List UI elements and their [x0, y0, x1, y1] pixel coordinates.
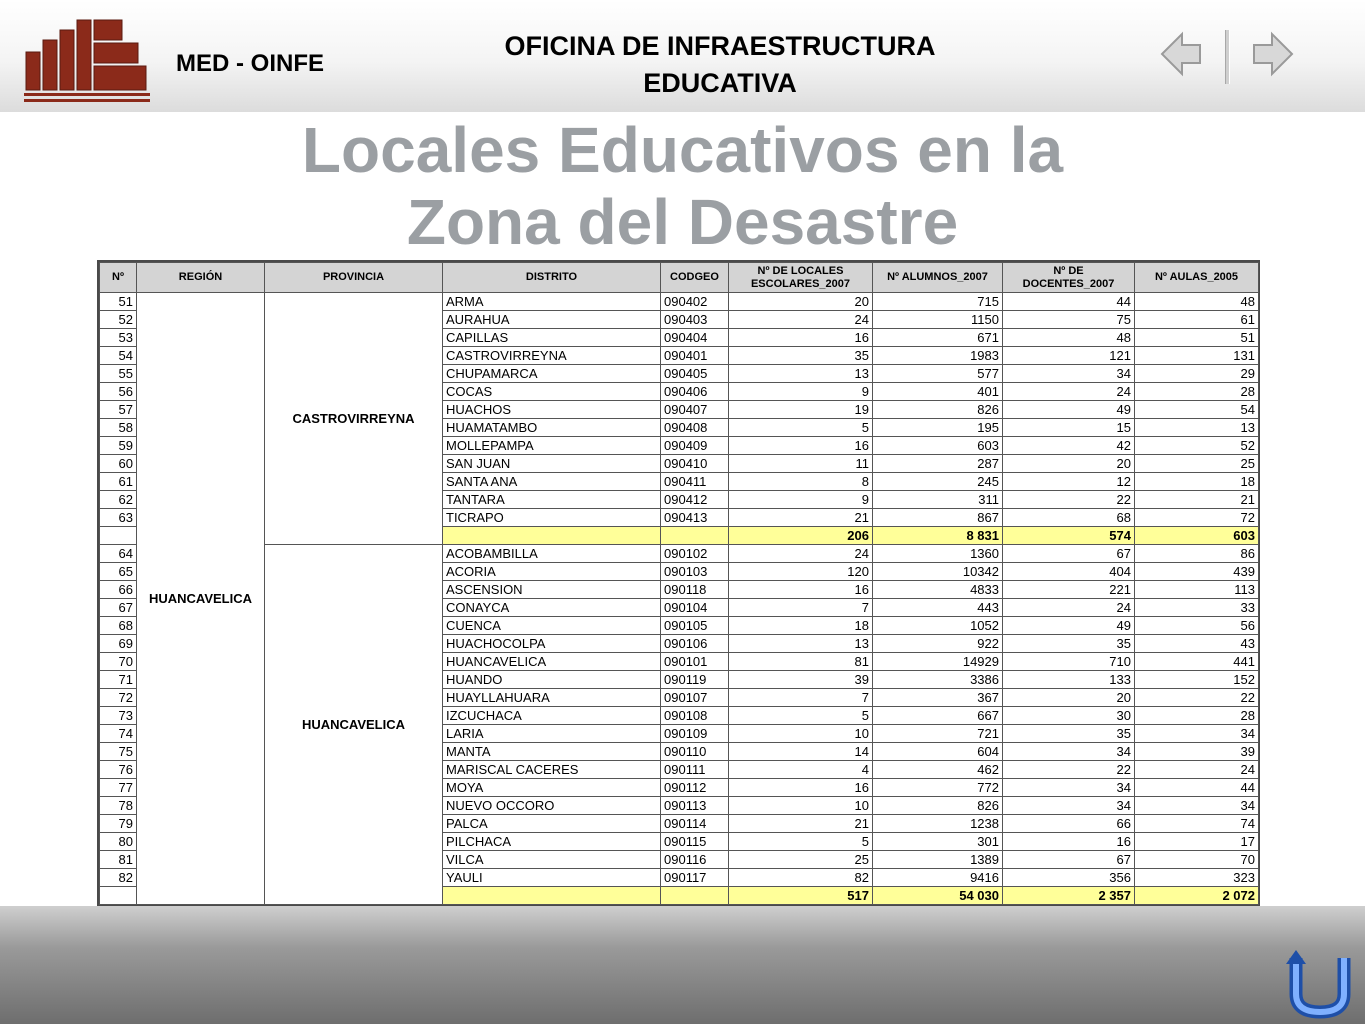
locales-cell: 20: [729, 293, 873, 311]
aulas-cell: 13: [1135, 419, 1259, 437]
row-number-cell: 62: [100, 491, 137, 509]
row-number-cell: 52: [100, 311, 137, 329]
codgeo-cell: 090410: [661, 455, 729, 473]
locales-cell: 9: [729, 491, 873, 509]
alumnos-cell: 245: [873, 473, 1003, 491]
codgeo-cell: 090117: [661, 869, 729, 887]
aulas-cell: 22: [1135, 689, 1259, 707]
codgeo-cell: 090412: [661, 491, 729, 509]
total-blank-cell: [100, 887, 137, 905]
aulas-cell: 323: [1135, 869, 1259, 887]
docentes-cell: 20: [1003, 689, 1135, 707]
docentes-cell: 30: [1003, 707, 1135, 725]
row-number-cell: 82: [100, 869, 137, 887]
total-value-cell: 574: [1003, 527, 1135, 545]
codgeo-cell: 090107: [661, 689, 729, 707]
alumnos-cell: 671: [873, 329, 1003, 347]
total-empty-cell: [661, 527, 729, 545]
row-number-cell: 54: [100, 347, 137, 365]
column-header: Nº DE DOCENTES_2007: [1003, 263, 1135, 293]
district-cell: COCAS: [443, 383, 661, 401]
aulas-cell: 25: [1135, 455, 1259, 473]
province-cell: CASTROVIRREYNA: [265, 293, 443, 545]
aulas-cell: 44: [1135, 779, 1259, 797]
locales-cell: 7: [729, 599, 873, 617]
table-header-row: [100, 263, 1259, 293]
total-value-cell: 8 831: [873, 527, 1003, 545]
codgeo-cell: 090110: [661, 743, 729, 761]
codgeo-cell: 090111: [661, 761, 729, 779]
docentes-cell: 75: [1003, 311, 1135, 329]
codgeo-cell: 090401: [661, 347, 729, 365]
codgeo-cell: 090112: [661, 779, 729, 797]
district-cell: MARISCAL CACERES: [443, 761, 661, 779]
schools-table: [99, 262, 1259, 905]
total-value-cell: 603: [1135, 527, 1259, 545]
codgeo-cell: 090108: [661, 707, 729, 725]
aulas-cell: 24: [1135, 761, 1259, 779]
aulas-cell: 131: [1135, 347, 1259, 365]
district-cell: PALCA: [443, 815, 661, 833]
column-header: CODGEO: [661, 263, 729, 293]
docentes-cell: 22: [1003, 761, 1135, 779]
locales-cell: 5: [729, 419, 873, 437]
docentes-cell: 68: [1003, 509, 1135, 527]
district-cell: IZCUCHACA: [443, 707, 661, 725]
locales-cell: 16: [729, 329, 873, 347]
org-label: MED - OINFE: [176, 50, 324, 77]
codgeo-cell: 090114: [661, 815, 729, 833]
aulas-cell: 28: [1135, 707, 1259, 725]
district-cell: PILCHACA: [443, 833, 661, 851]
alumnos-cell: 1983: [873, 347, 1003, 365]
codgeo-cell: 090109: [661, 725, 729, 743]
docentes-cell: 34: [1003, 365, 1135, 383]
aulas-cell: 43: [1135, 635, 1259, 653]
region-cell: HUANCAVELICA: [137, 293, 265, 905]
docentes-cell: 44: [1003, 293, 1135, 311]
district-cell: VILCA: [443, 851, 661, 869]
column-header: Nº: [100, 263, 137, 293]
arrow-right-icon[interactable]: [1250, 30, 1296, 78]
district-cell: HUAYLLAHUARA: [443, 689, 661, 707]
docentes-cell: 133: [1003, 671, 1135, 689]
locales-cell: 24: [729, 545, 873, 563]
alumnos-cell: 603: [873, 437, 1003, 455]
aulas-cell: 39: [1135, 743, 1259, 761]
row-number-cell: 72: [100, 689, 137, 707]
locales-cell: 16: [729, 581, 873, 599]
codgeo-cell: 090406: [661, 383, 729, 401]
docentes-cell: 67: [1003, 851, 1135, 869]
docentes-cell: 15: [1003, 419, 1135, 437]
row-number-cell: 64: [100, 545, 137, 563]
total-empty-cell: [443, 527, 661, 545]
aulas-cell: 21: [1135, 491, 1259, 509]
locales-cell: 18: [729, 617, 873, 635]
column-header: Nº DE LOCALES ESCOLARES_2007: [729, 263, 873, 293]
aulas-cell: 441: [1135, 653, 1259, 671]
docentes-cell: 35: [1003, 635, 1135, 653]
codgeo-cell: 090408: [661, 419, 729, 437]
row-number-cell: 69: [100, 635, 137, 653]
column-header: Nº ALUMNOS_2007: [873, 263, 1003, 293]
codgeo-cell: 090407: [661, 401, 729, 419]
nav-divider: [1226, 30, 1229, 84]
footer-bar: [0, 906, 1365, 1024]
aulas-cell: 48: [1135, 293, 1259, 311]
district-cell: HUANCAVELICA: [443, 653, 661, 671]
locales-cell: 120: [729, 563, 873, 581]
alumnos-cell: 826: [873, 401, 1003, 419]
alumnos-cell: 577: [873, 365, 1003, 383]
aulas-cell: 34: [1135, 725, 1259, 743]
alumnos-cell: 443: [873, 599, 1003, 617]
locales-cell: 4: [729, 761, 873, 779]
district-cell: CONAYCA: [443, 599, 661, 617]
row-number-cell: 73: [100, 707, 137, 725]
locales-cell: 13: [729, 635, 873, 653]
office-title-line2: EDUCATIVA: [643, 68, 797, 98]
locales-cell: 5: [729, 833, 873, 851]
locales-cell: 5: [729, 707, 873, 725]
alumnos-cell: 721: [873, 725, 1003, 743]
district-cell: HUACHOCOLPA: [443, 635, 661, 653]
codgeo-cell: 090106: [661, 635, 729, 653]
alumnos-cell: 9416: [873, 869, 1003, 887]
aulas-cell: 439: [1135, 563, 1259, 581]
docentes-cell: 22: [1003, 491, 1135, 509]
office-title-line1: OFICINA DE INFRAESTRUCTURA: [504, 31, 936, 61]
alumnos-cell: 1389: [873, 851, 1003, 869]
docentes-cell: 16: [1003, 833, 1135, 851]
locales-cell: 19: [729, 401, 873, 419]
row-number-cell: 78: [100, 797, 137, 815]
locales-cell: 21: [729, 509, 873, 527]
district-cell: SAN JUAN: [443, 455, 661, 473]
row-number-cell: 58: [100, 419, 137, 437]
district-cell: HUANDO: [443, 671, 661, 689]
table-row: [100, 545, 1259, 563]
table-row: [100, 293, 1259, 311]
column-header: PROVINCIA: [265, 263, 443, 293]
codgeo-cell: 090119: [661, 671, 729, 689]
office-title: [440, 28, 1000, 102]
docentes-cell: 24: [1003, 599, 1135, 617]
alumnos-cell: 922: [873, 635, 1003, 653]
codgeo-cell: 090116: [661, 851, 729, 869]
row-number-cell: 65: [100, 563, 137, 581]
aulas-cell: 29: [1135, 365, 1259, 383]
district-cell: ACORIA: [443, 563, 661, 581]
row-number-cell: 79: [100, 815, 137, 833]
alumnos-cell: 195: [873, 419, 1003, 437]
locales-cell: 82: [729, 869, 873, 887]
column-header: DISTRITO: [443, 263, 661, 293]
row-number-cell: 60: [100, 455, 137, 473]
alumnos-cell: 667: [873, 707, 1003, 725]
locales-cell: 16: [729, 437, 873, 455]
row-number-cell: 81: [100, 851, 137, 869]
aulas-cell: 72: [1135, 509, 1259, 527]
docentes-cell: 48: [1003, 329, 1135, 347]
alumnos-cell: 867: [873, 509, 1003, 527]
codgeo-cell: 090404: [661, 329, 729, 347]
total-value-cell: 517: [729, 887, 873, 905]
alumnos-cell: 311: [873, 491, 1003, 509]
alumnos-cell: 772: [873, 779, 1003, 797]
docentes-cell: 34: [1003, 743, 1135, 761]
alumnos-cell: 401: [873, 383, 1003, 401]
docentes-cell: 49: [1003, 617, 1135, 635]
district-cell: HUAMATAMBO: [443, 419, 661, 437]
total-value-cell: 2 072: [1135, 887, 1259, 905]
district-cell: SANTA ANA: [443, 473, 661, 491]
aulas-cell: 113: [1135, 581, 1259, 599]
codgeo-cell: 090413: [661, 509, 729, 527]
aulas-cell: 52: [1135, 437, 1259, 455]
total-empty-cell: [443, 887, 661, 905]
row-number-cell: 67: [100, 599, 137, 617]
total-empty-cell: [661, 887, 729, 905]
codgeo-cell: 090402: [661, 293, 729, 311]
codgeo-cell: 090103: [661, 563, 729, 581]
district-cell: MANTA: [443, 743, 661, 761]
docentes-cell: 34: [1003, 797, 1135, 815]
docentes-cell: 356: [1003, 869, 1135, 887]
locales-cell: 35: [729, 347, 873, 365]
row-number-cell: 71: [100, 671, 137, 689]
alumnos-cell: 3386: [873, 671, 1003, 689]
district-cell: ARMA: [443, 293, 661, 311]
district-cell: HUACHOS: [443, 401, 661, 419]
codgeo-cell: 090105: [661, 617, 729, 635]
locales-cell: 11: [729, 455, 873, 473]
row-number-cell: 61: [100, 473, 137, 491]
codgeo-cell: 090102: [661, 545, 729, 563]
docentes-cell: 121: [1003, 347, 1135, 365]
slide-title-line1: Locales Educativos en la: [301, 114, 1064, 186]
codgeo-cell: 090101: [661, 653, 729, 671]
district-cell: CASTROVIRREYNA: [443, 347, 661, 365]
codgeo-cell: 090118: [661, 581, 729, 599]
locales-cell: 13: [729, 365, 873, 383]
district-cell: ACOBAMBILLA: [443, 545, 661, 563]
docentes-cell: 67: [1003, 545, 1135, 563]
docentes-cell: 49: [1003, 401, 1135, 419]
row-number-cell: 68: [100, 617, 137, 635]
alumnos-cell: 1238: [873, 815, 1003, 833]
aulas-cell: 33: [1135, 599, 1259, 617]
locales-cell: 8: [729, 473, 873, 491]
district-cell: TICRAPO: [443, 509, 661, 527]
aulas-cell: 56: [1135, 617, 1259, 635]
district-cell: CHUPAMARCA: [443, 365, 661, 383]
aulas-cell: 17: [1135, 833, 1259, 851]
row-number-cell: 76: [100, 761, 137, 779]
codgeo-cell: 090104: [661, 599, 729, 617]
codgeo-cell: 090403: [661, 311, 729, 329]
docentes-cell: 12: [1003, 473, 1135, 491]
column-header: Nº AULAS_2005: [1135, 263, 1259, 293]
aulas-cell: 18: [1135, 473, 1259, 491]
alumnos-cell: 462: [873, 761, 1003, 779]
docentes-cell: 35: [1003, 725, 1135, 743]
aulas-cell: 51: [1135, 329, 1259, 347]
aulas-cell: 70: [1135, 851, 1259, 869]
codgeo-cell: 090411: [661, 473, 729, 491]
total-blank-cell: [100, 527, 137, 545]
docentes-cell: 20: [1003, 455, 1135, 473]
alumnos-cell: 14929: [873, 653, 1003, 671]
district-cell: CAPILLAS: [443, 329, 661, 347]
codgeo-cell: 090115: [661, 833, 729, 851]
schools-table-container: [97, 260, 1260, 906]
row-number-cell: 80: [100, 833, 137, 851]
row-number-cell: 51: [100, 293, 137, 311]
locales-cell: 25: [729, 851, 873, 869]
aulas-cell: 28: [1135, 383, 1259, 401]
alumnos-cell: 301: [873, 833, 1003, 851]
aulas-cell: 61: [1135, 311, 1259, 329]
row-number-cell: 70: [100, 653, 137, 671]
locales-cell: 10: [729, 725, 873, 743]
row-number-cell: 57: [100, 401, 137, 419]
ministry-logo-icon: [22, 16, 156, 106]
row-number-cell: 56: [100, 383, 137, 401]
total-value-cell: 54 030: [873, 887, 1003, 905]
district-cell: YAULI: [443, 869, 661, 887]
codgeo-cell: 090113: [661, 797, 729, 815]
row-number-cell: 53: [100, 329, 137, 347]
locales-cell: 24: [729, 311, 873, 329]
aulas-cell: 74: [1135, 815, 1259, 833]
locales-cell: 21: [729, 815, 873, 833]
alumnos-cell: 4833: [873, 581, 1003, 599]
header-bar: [0, 0, 1365, 112]
district-cell: CUENCA: [443, 617, 661, 635]
return-icon[interactable]: [1286, 950, 1356, 1020]
docentes-cell: 404: [1003, 563, 1135, 581]
district-cell: LARIA: [443, 725, 661, 743]
column-header: REGIÓN: [137, 263, 265, 293]
alumnos-cell: 287: [873, 455, 1003, 473]
row-number-cell: 74: [100, 725, 137, 743]
row-number-cell: 59: [100, 437, 137, 455]
province-cell: HUANCAVELICA: [265, 545, 443, 905]
locales-cell: 81: [729, 653, 873, 671]
row-number-cell: 77: [100, 779, 137, 797]
docentes-cell: 66: [1003, 815, 1135, 833]
slide-title: [0, 114, 1365, 258]
table-body: [100, 293, 1259, 905]
locales-cell: 10: [729, 797, 873, 815]
row-number-cell: 66: [100, 581, 137, 599]
locales-cell: 39: [729, 671, 873, 689]
docentes-cell: 24: [1003, 383, 1135, 401]
row-number-cell: 63: [100, 509, 137, 527]
aulas-cell: 34: [1135, 797, 1259, 815]
codgeo-cell: 090405: [661, 365, 729, 383]
alumnos-cell: 1150: [873, 311, 1003, 329]
aulas-cell: 54: [1135, 401, 1259, 419]
alumnos-cell: 10342: [873, 563, 1003, 581]
district-cell: ASCENSION: [443, 581, 661, 599]
aulas-cell: 152: [1135, 671, 1259, 689]
locales-cell: 9: [729, 383, 873, 401]
alumnos-cell: 1360: [873, 545, 1003, 563]
district-cell: NUEVO OCCORO: [443, 797, 661, 815]
alumnos-cell: 604: [873, 743, 1003, 761]
docentes-cell: 221: [1003, 581, 1135, 599]
alumnos-cell: 826: [873, 797, 1003, 815]
locales-cell: 16: [729, 779, 873, 797]
alumnos-cell: 715: [873, 293, 1003, 311]
slide-title-line2: Zona del Desastre: [406, 186, 959, 258]
arrow-left-icon[interactable]: [1158, 30, 1204, 78]
district-cell: MOLLEPAMPA: [443, 437, 661, 455]
docentes-cell: 34: [1003, 779, 1135, 797]
docentes-cell: 710: [1003, 653, 1135, 671]
total-value-cell: 2 357: [1003, 887, 1135, 905]
locales-cell: 14: [729, 743, 873, 761]
row-number-cell: 75: [100, 743, 137, 761]
alumnos-cell: 367: [873, 689, 1003, 707]
codgeo-cell: 090409: [661, 437, 729, 455]
total-value-cell: 206: [729, 527, 873, 545]
row-number-cell: 55: [100, 365, 137, 383]
district-cell: TANTARA: [443, 491, 661, 509]
aulas-cell: 86: [1135, 545, 1259, 563]
district-cell: MOYA: [443, 779, 661, 797]
docentes-cell: 42: [1003, 437, 1135, 455]
locales-cell: 7: [729, 689, 873, 707]
district-cell: AURAHUA: [443, 311, 661, 329]
alumnos-cell: 1052: [873, 617, 1003, 635]
